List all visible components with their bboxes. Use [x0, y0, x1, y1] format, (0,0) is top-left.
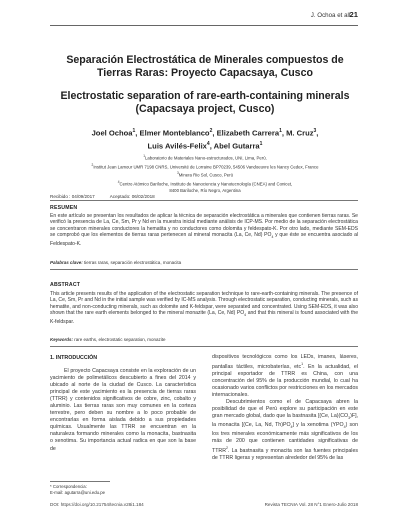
author-affil-sup: 4 [206, 141, 210, 148]
resumen-heading: RESUMEN [50, 205, 78, 211]
footnote-label: * Correspondencia: [50, 484, 87, 489]
intro-paragraph: El proyecto Capacsaya consiste en la exploración de un yacimiento de polimetálicos descubierto a fines del 2014 y ubicado al norte de la ciudad de Cusco. La característica principal de este yacimiento es la presencia de tierras raras (TTRR) y contenidos significativos de cobre, zinc, cobalto y aluminio. Las tierras raras son muy comunes en la corteza terrestre, pero deben su nombre a lo poco probable de encontrarlas en forma aislada debido a sus propiedades químicas. Usualmente las TTRR se encuentran en la naturaleza formando minerales como la monacita, bastnasita o xenotima. Su importancia actual radica en que son la base de [50, 368, 196, 452]
affiliation-line: $^4$Centro Atómico Bariloche, Instituto de Nanociencia y Nanotecnología (CNEA) and Conicet, [117, 180, 293, 187]
footnote-rule [50, 481, 110, 482]
accepted-date: Aceptado: 06/02/2018 [109, 194, 155, 199]
affiliations [40, 153, 370, 194]
correspondence-footnote [50, 484, 105, 496]
title-spanish [40, 54, 370, 79]
author-affil-sup: 1 [259, 141, 263, 148]
author-name: Joel Ochoa [91, 128, 133, 138]
author-name: Elmer Monteblanco [139, 128, 210, 138]
affiliation-line: $^1$Laboratorio de Materiales Nano-estructurados, UNI, Lima, Perú. [143, 154, 267, 161]
affiliation-line: $^2$Institut Jean Lamour UMR 7198 CNRS, Université de Lorraine BP70239, 54506 Vandoeuvre les Nancy Cedex, France [91, 162, 319, 170]
journal-citation: Revista TECNIA Vol. 28 N°1 Enero-Julio 2018 [264, 502, 358, 507]
doi-link[interactable]: DOI: https://doi.org/10.21754/tecnia.v28i1.184 [50, 502, 144, 507]
running-header-authors: J. Ochoa et all. [310, 12, 352, 19]
page-number: 21 [349, 10, 358, 19]
author-affil-sup: 1 [132, 128, 136, 134]
author-affil-sup: 3 [313, 128, 317, 134]
resumen-rule [50, 269, 358, 270]
title-english-line2: (Capacsaya project, Cusco) [135, 102, 275, 115]
author-name: Abel Gutarra [213, 141, 260, 151]
affiliation-line: $^3$Minera Rio Sol, Cusco, Perú [177, 171, 233, 178]
intro-column-left [50, 368, 196, 453]
author-list: Joel Ochoa$^1$, Elmer Monteblanco$^2$, Elizabeth Carrera$^1$, M. Cruz$^3$, Luis Avilés-Felix$^4$, Abel Gutarra$^1$ [91, 128, 319, 151]
dates-rule [50, 200, 358, 201]
author-name: M. Cruz [286, 128, 314, 138]
intro-column-right [212, 354, 358, 462]
received-date: Recibido : 04/09/2017 [50, 194, 95, 199]
submission-dates [50, 194, 169, 199]
author-affil-sup: 2 [209, 128, 213, 134]
affiliation-line: 8400 Bariloche, Río Negro, Argentina [169, 187, 241, 193]
author-name: Luis Avilés-Felix [147, 141, 207, 151]
resumen-text: En este artículo se presentan los resultados de aplicar la técnica de separación electrostática a minerales que contienen tierras raras. Se verificó la presencia de La, Ce, Sm, Pr y Nd en la muestra inicial mediante análisis de ICP-MS. Por medio de la separación electrostática se concentraron minerales conductores la hematita y no conductores como dolomita y feldespato-K. Por otro lado, mediante SEM-EDS se comprobó que los elementos de tierras raras pertenecen al mineral monacita (La, Ce, Nd) $PO_4$ y que éste se encuentra asociado al Feldespato-K. [50, 213, 358, 247]
title-spanish-line2: Tierras Raras: Proyecto Capacsaya, Cusco [97, 66, 313, 79]
abstract-text: This article presents results of the application of the electrostatic separation technique to rare-earth-containing minerals. The presence of La, Ce, Sm, Pr and Nd in the initial sample was verified by IC-MS analysis. Through electrostatic separation, conducting minerals, such as hematite, and non-conducting minerals, such as dolomite and K-feldspar, were separated and concentrated. Using SEM-EDS, it was also shown that the rare earth elements belonged to the mineral monazite (La, Ce, Nd) $PO_4$ and that this mineral is found associated with the K-feldspar. [50, 291, 358, 325]
title-english [40, 90, 370, 115]
running-header [0, 9, 410, 25]
author-name: Elizabeth Carrera [216, 128, 280, 138]
abstract-rule [50, 346, 358, 347]
title-english-line1: Electrostatic separation of rare-earth-containing minerals [60, 90, 350, 102]
title-spanish-line1: Separación Electrostática de Minerales compuestos de [66, 54, 344, 66]
resumen-keywords: Palabras clave: tierras raras, separación electrostática, monacita [50, 260, 182, 265]
introduction-heading: 1. INTRODUCCIÓN [50, 355, 98, 361]
header-rule [50, 25, 358, 26]
abstract-heading: ABSTRACT [50, 282, 81, 288]
intro-paragraph: Descubrimientos como el de Capacsaya abren la posibilidad de que el Perú explore su participación en este gran mercado global, dado que la bastnasita [(Ce, $La)(CO_3)F$], la monacita [(Ce, La, Nd, $Th)PO_4$] y la xenotima $(YPO_4)$ son los tres minerales económicamente más significativos de los más de 200 que contienen cantidades significativas de TTRR$^2$. La bastnasita y monacita son las fuentes principales de TTRR ligeras y representan alrededor del 95% de las [212, 399, 358, 462]
footnote-email[interactable]: E-mail: agutarra@uni.edu.pe [50, 490, 105, 495]
intro-paragraph: dispositivos tecnológicos como los LEDs, imanes, láseres, pantallas táctiles, microbaterías, etc$^1$. En la actualidad, el principal exportador de TTRR es China, con una concentración del 95% de la producción mundial, lo cual ha ocasionado varios conflictos por restricciones en los mercados internacionales. [212, 354, 358, 398]
abstract-keywords: Keywords: rare earths, electrostatic separation, monazite [50, 337, 166, 342]
author-affil-sup: 1 [279, 128, 282, 134]
